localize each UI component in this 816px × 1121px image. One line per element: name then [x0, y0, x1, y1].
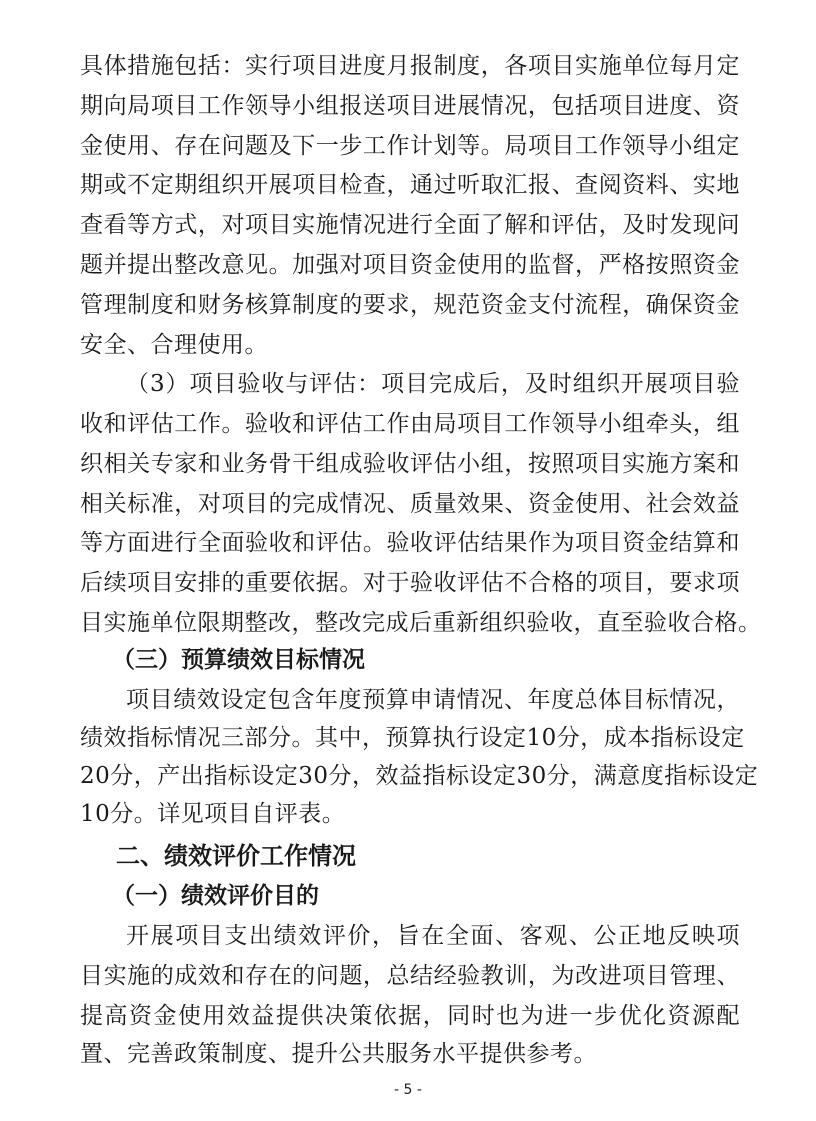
- text-line: （3）项目验收与评估：项目完成后，及时组织开展项目验: [126, 371, 740, 397]
- text-line: 管理制度和财务核算制度的要求，规范资金支付流程，确保资金: [80, 292, 740, 318]
- text-line: 收和评估工作。验收和评估工作由局项目工作领导小组牵头，组: [80, 411, 740, 437]
- text-line: 安全、合理使用。: [80, 332, 268, 358]
- text-line: 等方面进行全面验收和评估。验收评估结果作为项目资金结算和: [80, 530, 740, 556]
- text-line: 目实施单位限期整改，整改完成后重新组织验收，直至验收合格。: [80, 610, 762, 636]
- text-line: 题并提出整改意见。加强对项目资金使用的监督，严格按照资金: [80, 252, 740, 278]
- text-line: 20分，产出指标设定30分，效益指标设定30分，满意度指标设定: [80, 763, 759, 789]
- text-line: 10分。详见项目自评表。: [80, 801, 346, 827]
- text-line: 提高资金使用效益提供决策依据，同时也为进一步优化资源配: [80, 1003, 740, 1029]
- chapter-heading: 二、绩效评价工作情况: [116, 842, 356, 870]
- text-line: 相关标准，对项目的完成情况、质量效果、资金使用、社会效益: [80, 491, 740, 517]
- text-line: 后续项目安排的重要依据。对于验收评估不合格的项目，要求项: [80, 570, 740, 596]
- text-line: 期向局项目工作领导小组报送项目进展情况，包括项目进度、资: [80, 93, 740, 119]
- text-line: 具体措施包括：实行项目进度月报制度，各项目实施单位每月定: [80, 53, 740, 79]
- text-line: 查看等方式，对项目实施情况进行全面了解和评估，及时发现问: [80, 212, 740, 238]
- section-heading: （三）预算绩效目标情况: [112, 646, 365, 673]
- section-heading: （一）绩效评价目的: [112, 882, 319, 909]
- text-line: 项目绩效设定包含年度预算申请情况、年度总体目标情况，: [126, 687, 740, 713]
- page-number: - 5 -: [394, 1082, 422, 1098]
- text-line: 目实施的成效和存在的问题，总结经验教训，为改进项目管理、: [80, 963, 740, 989]
- text-line: 织相关专家和业务骨干组成验收评估小组，按照项目实施方案和: [80, 451, 740, 477]
- text-line: 金使用、存在问题及下一步工作计划等。局项目工作领导小组定: [80, 133, 740, 159]
- text-line: 绩效指标情况三部分。其中，预算执行设定10分，成本指标设定: [80, 725, 745, 751]
- text-line: 置、完善政策制度、提升公共服务水平提供参考。: [80, 1041, 597, 1067]
- text-line: 开展项目支出绩效评价，旨在全面、客观、公正地反映项: [126, 923, 740, 949]
- text-line: 期或不定期组织开展项目检查，通过听取汇报、查阅资料、实地: [80, 172, 740, 198]
